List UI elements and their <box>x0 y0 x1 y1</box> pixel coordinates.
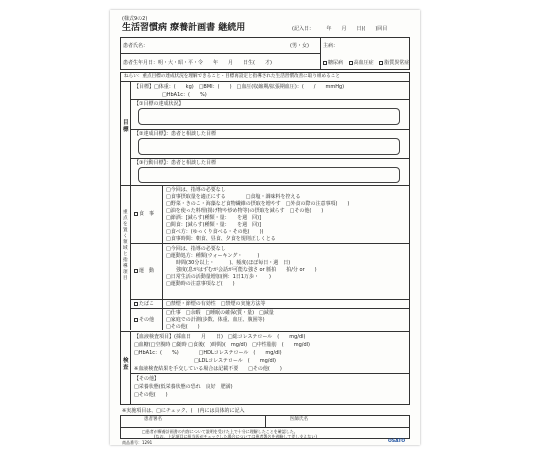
diet-item[interactable]: □油を使った料理(揚げ物や炒め物等)の摂取を減らす □その他( ) <box>166 208 324 214</box>
test-line[interactable]: □血糖(□空腹時 □随時 □食後( )時間)( mg/dl) □中性脂肪 ( mg/dl) <box>134 342 310 348</box>
divider <box>130 158 410 159</box>
diet-item[interactable]: □節酒：[減らす(種類・量： を週 回)] <box>166 215 262 221</box>
test-line[interactable]: 【血液検査項目】(採血日 月 日) □総コレステロール ( mg/dl) <box>134 334 306 340</box>
test-line: 【その他】 <box>134 376 160 382</box>
divider <box>130 81 131 185</box>
other-item[interactable]: □仕事 □余暇 □睡眠の確保(質・量) □減量 <box>166 310 274 316</box>
plan-section-label: 重点を置く領域と指導項目 <box>123 210 128 281</box>
test-line[interactable]: □栄養状態(低栄養状態の恐れ 良好 肥満) <box>134 384 233 390</box>
action-goal-label: 【③行動目標】：患者と相談した目標 <box>134 160 216 166</box>
diet-label <box>134 211 154 217</box>
consent-note: (なお、上記項目に担当医がチェックした場合については患者署名を省略して差し支えない) <box>154 434 317 439</box>
dob-field[interactable]: 患者生年月日：明・大・昭・平・令 年 月 日生( 才) <box>123 60 272 66</box>
other-label-text: その他 <box>139 317 155 323</box>
divider <box>130 243 410 244</box>
footer-note: ※実施項目は、□にチェック、( )内には具体的に記入 <box>122 408 245 414</box>
test-line[interactable]: ※血液検査結果を手交している場合は記載不要 □その他( ) <box>134 366 282 372</box>
diet-item[interactable]: □今回は、指導の必要なし <box>166 187 226 193</box>
divider <box>120 81 410 82</box>
diet-item[interactable]: □食事時間：朝食、昼食、夕食を規則正しくとる <box>166 236 276 242</box>
exercise-label-text: 運 動 <box>139 268 155 274</box>
exercise-item[interactable]: 強度(息がはずむが会話が可能な強さ or 脈拍 拍/分 or ) <box>176 267 317 273</box>
disease-dyslipidemia: 脂質異常症 <box>384 60 410 66</box>
checkbox[interactable] <box>323 61 327 65</box>
other-item[interactable]: □その他( ) <box>166 324 200 330</box>
exercise-item[interactable]: □運動時の注意事項など( ) <box>166 281 235 287</box>
form-number: (様式9の2) <box>122 16 148 22</box>
patient-signature-field[interactable]: 患者署名 <box>144 417 162 422</box>
divider <box>320 37 321 70</box>
divider <box>120 53 320 54</box>
diet-item[interactable]: □食べ方：(ゆっくり食べる・その他( )) <box>166 229 264 235</box>
tobacco-label <box>134 301 154 307</box>
divider <box>120 331 410 332</box>
divider <box>265 415 266 427</box>
checkbox[interactable] <box>134 212 138 216</box>
tests-section-label: 検査 <box>123 358 129 371</box>
divider <box>120 427 410 428</box>
exercise-item[interactable]: □運動処方：種類(ウォーキング・ ) <box>166 253 260 259</box>
divider <box>130 308 410 309</box>
divider <box>130 331 131 405</box>
sex-field[interactable]: (男・女) <box>290 43 309 49</box>
goals-row-2[interactable]: □HbA1c：( %) <box>162 92 207 98</box>
test-line[interactable]: □LDLコレステロール ( mg/dl) <box>134 358 276 364</box>
action-goal-input[interactable] <box>138 167 400 183</box>
checkbox[interactable] <box>134 302 138 306</box>
checkbox[interactable] <box>134 318 138 322</box>
entry-date-field[interactable]: (記入日： 年 月 日)( )回目 <box>292 26 388 32</box>
divider <box>120 185 410 186</box>
disease-options <box>323 60 409 66</box>
exercise-label <box>134 268 154 274</box>
other-item[interactable]: □家庭での計測(歩数、体重、血圧、腹囲等) <box>166 317 265 323</box>
diet-item[interactable]: □間食：[減らす(種類・量： を週 回)] <box>166 222 262 228</box>
divider <box>130 299 410 300</box>
divider <box>130 99 410 100</box>
consent-checkbox[interactable]: □患者が療養計画書の内容について説明を受けた上で十分に理解したことを確認した。 <box>142 429 298 434</box>
exercise-item[interactable]: □日常生活の活動量増加(例：1日1万歩・ ) <box>166 274 271 280</box>
tobacco-label-text: たばこ <box>139 301 155 307</box>
target-goal-label: 【②達成目標】：患者と相談した目標 <box>134 131 216 137</box>
test-line[interactable]: □その他( ) <box>134 392 168 398</box>
checkbox[interactable] <box>349 61 353 65</box>
checkbox[interactable] <box>134 269 138 273</box>
disease-hypertension: 高血圧症 <box>353 60 374 66</box>
patient-name-label[interactable]: 患者氏名： <box>123 43 149 49</box>
diet-label-text: 食 事 <box>139 211 155 217</box>
goals-row-1[interactable]: 【目標】□体重：( kg) □BMI：( ) □血圧(収縮期/拡張期血圧)：( / mmHg) <box>134 84 345 90</box>
divider <box>130 129 410 130</box>
form-title: 生活習慣病 療養計画書 継続用 <box>122 23 246 33</box>
target-goal-input[interactable] <box>138 138 400 155</box>
achievement-label: 【①目標の達成状況】 <box>134 101 184 107</box>
care-plan-form <box>110 10 420 445</box>
diet-item[interactable]: □食事摂取量を適正にする □食塩・調味料を控える <box>166 194 301 200</box>
brand-logo: OSATO <box>388 439 406 444</box>
achievement-input[interactable] <box>138 108 400 125</box>
intro-text: ねらい：重点目標の達成状況を理解できること・目標再設定と指導された生活習慣改善に取り組めること <box>124 74 340 79</box>
divider <box>130 373 410 374</box>
product-number: 商品番号：1291 <box>122 440 153 445</box>
diet-item[interactable]: □野菜・きのこ・海藻など食物繊維の摂取を増やす □外食の際の注意事項( ) <box>166 201 350 207</box>
test-line[interactable]: □HbA1c：( %) □HDLコレステロール ( mg/dl) <box>134 350 282 356</box>
goals-section-label: 目標 <box>123 120 129 133</box>
exercise-item[interactable]: 時間(30分以上・ )、頻度(ほぼ毎日・週 日) <box>176 260 291 266</box>
disease-label: 主病： <box>323 43 339 49</box>
checkbox[interactable] <box>379 61 383 65</box>
other-label <box>134 317 154 323</box>
exercise-item[interactable]: □今回は、指導の必要なし <box>166 246 226 252</box>
disease-diabetes: 糖尿病 <box>328 60 344 66</box>
doctor-name-field[interactable]: 医師氏名 <box>290 417 308 422</box>
tobacco-item[interactable]: □禁煙・節煙の有効性 □禁煙の実施方法等 <box>166 301 266 307</box>
